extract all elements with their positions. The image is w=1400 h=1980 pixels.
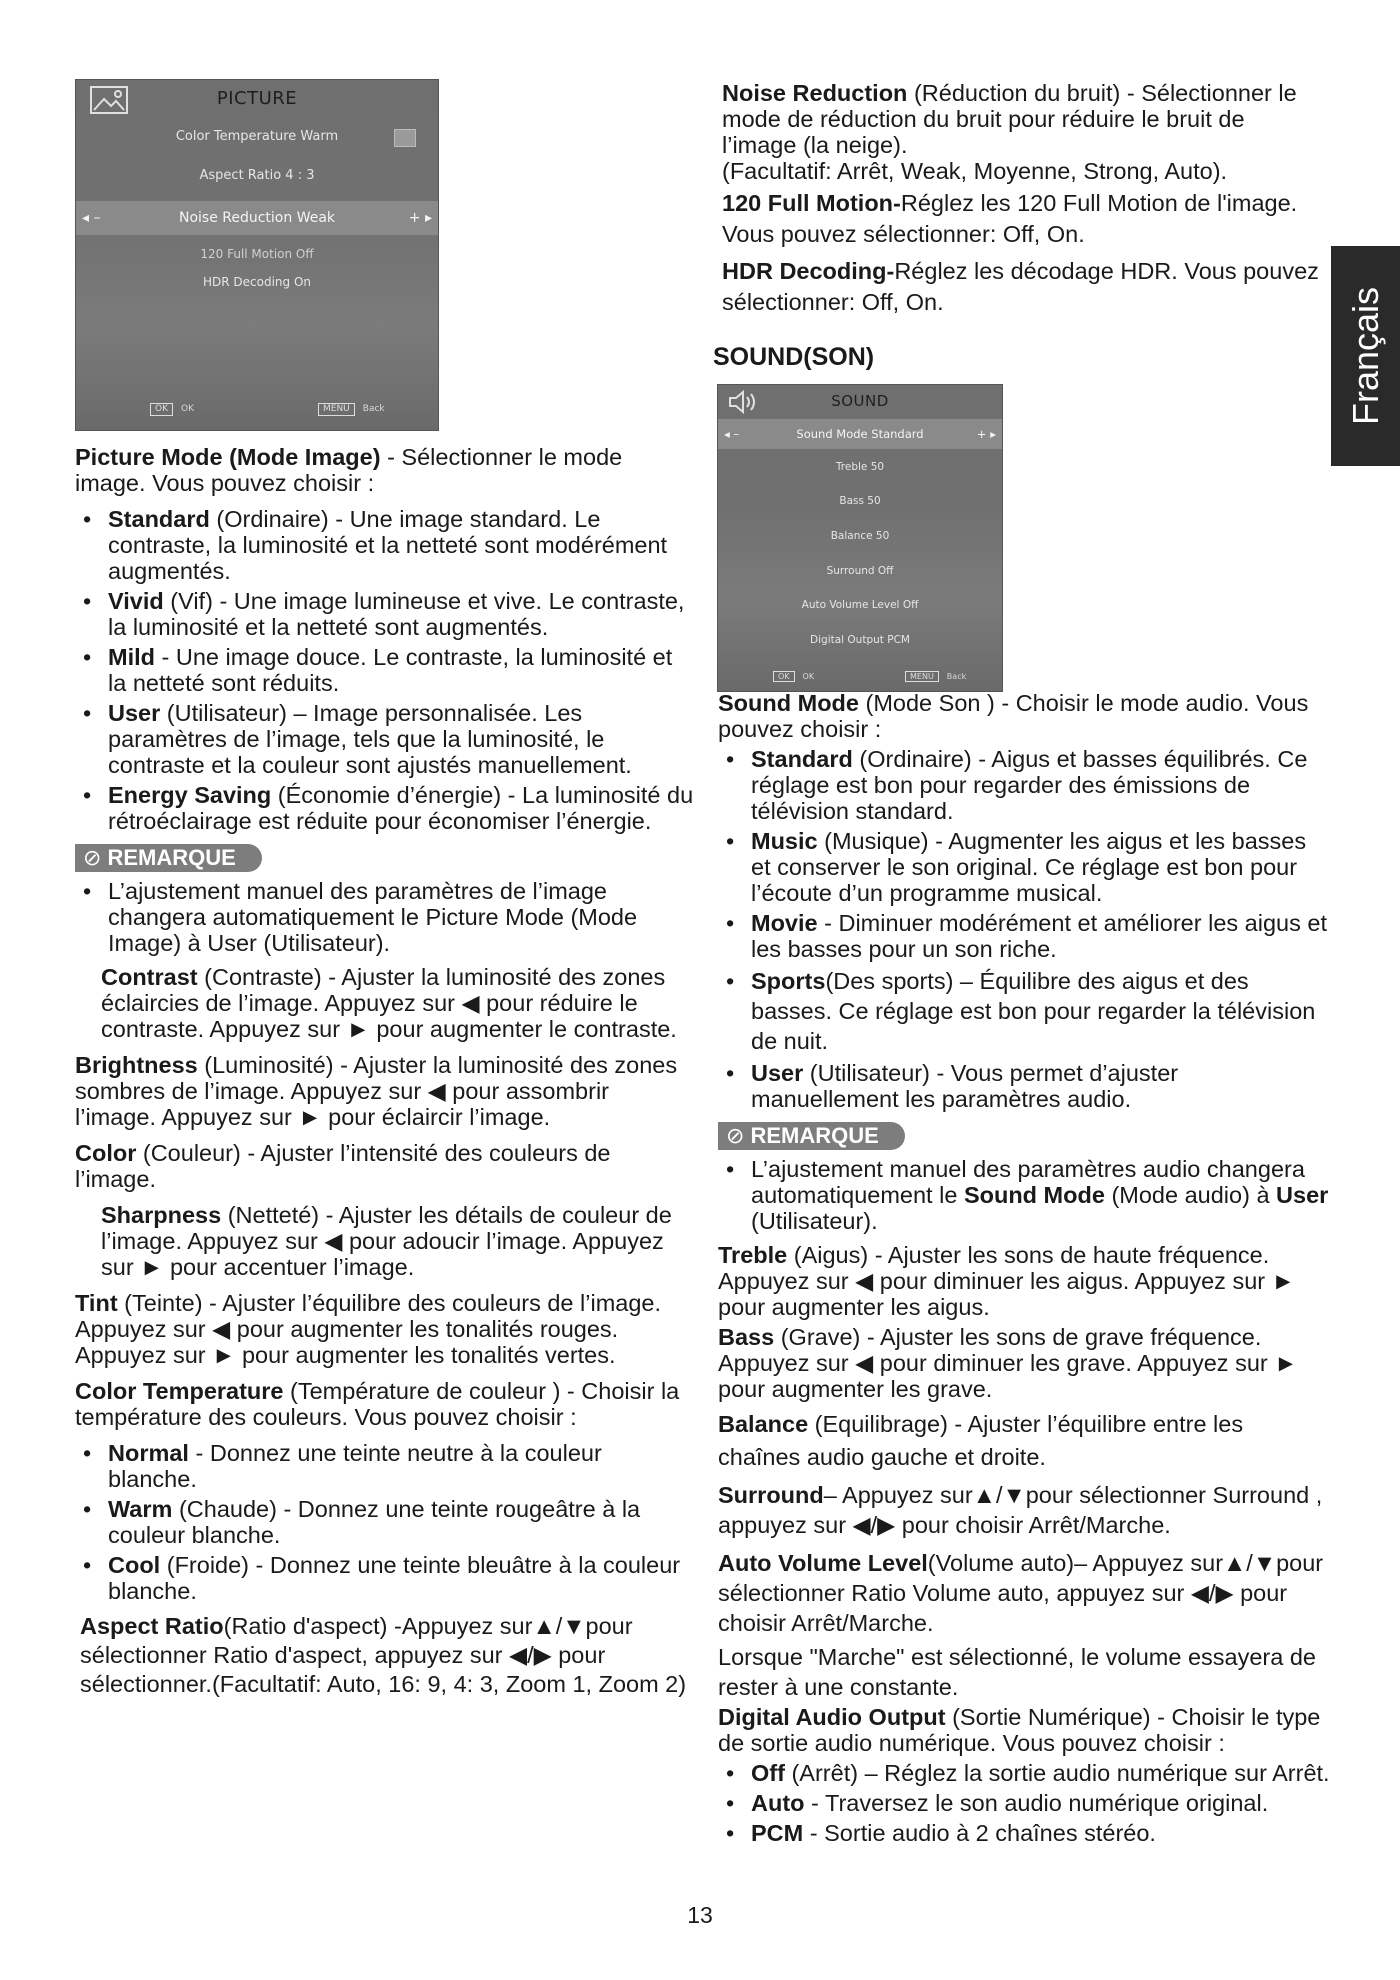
list-item bbox=[75, 1440, 695, 1492]
term: User bbox=[751, 1060, 804, 1086]
desc: (Grave) - Ajuster les sons de grave fréquence. Appuyez sur ◀ pour diminuer les grave. Appuyez sur ► pour augmenter les grave. bbox=[718, 1324, 1298, 1402]
desc: (Économie d’énergie) - La luminosité du rétroéclairage est réduite pour économiser l’énergie. bbox=[108, 782, 694, 834]
screen-footer-back bbox=[905, 671, 966, 682]
screen-footer bbox=[773, 671, 814, 682]
increase-indicator: + ▸ bbox=[976, 427, 996, 441]
term: Treble bbox=[718, 1242, 788, 1268]
auto-volume-desc bbox=[718, 1548, 1330, 1638]
desc: (Aigus) - Ajuster les sons de haute fréquence. Appuyez sur ◀ pour diminuer les aigus. Appuyez sur ► pour augmenter les aigus. bbox=[718, 1242, 1295, 1320]
term: Surround bbox=[718, 1482, 824, 1508]
contrast-desc bbox=[75, 964, 695, 1042]
hdr-desc bbox=[722, 256, 1322, 318]
term: Vivid bbox=[108, 588, 164, 614]
text: (Utilisateur). bbox=[751, 1208, 878, 1234]
term: Standard bbox=[108, 506, 210, 532]
bass-desc bbox=[718, 1324, 1330, 1402]
desc: (Chaude) - Donnez une teinte rougeâtre à la couleur blanche. bbox=[108, 1496, 641, 1548]
desc: Réglez les 120 Full Motion de l'image. Vous pouvez sélectionner: Off, On. bbox=[722, 190, 1298, 247]
term: HDR Decoding- bbox=[722, 258, 895, 284]
term: Color Temperature bbox=[75, 1378, 284, 1404]
sound-mode-desc bbox=[718, 690, 1330, 742]
desc: - Diminuer modérément et améliorer les aigus et les basses pour un son riche. bbox=[751, 910, 1327, 962]
desc: (Couleur) - Ajuster l’intensité des couleurs de l’image. bbox=[75, 1140, 611, 1192]
right-column-top bbox=[722, 80, 1322, 324]
term: Warm bbox=[108, 1496, 173, 1522]
list-item bbox=[718, 1820, 1330, 1846]
term: Balance bbox=[718, 1411, 809, 1437]
balance-desc bbox=[718, 1408, 1330, 1474]
desc: (Vif) - Une image lumineuse et vive. Le contraste, la luminosité et la netteté sont augmentés. bbox=[108, 588, 685, 640]
color-temperature-list bbox=[75, 1440, 695, 1604]
list-item bbox=[75, 782, 695, 834]
term: User bbox=[108, 700, 161, 726]
term: Brightness bbox=[75, 1052, 198, 1078]
desc: (Ordinaire) - Aigus et basses équilibrés. Ce réglage est bon pour regarder des émissions de télévision standard. bbox=[751, 746, 1308, 824]
language-tab bbox=[1331, 246, 1400, 466]
text: (Mode audio) à bbox=[1104, 1182, 1277, 1208]
back-label: Back bbox=[362, 404, 385, 414]
term: Normal bbox=[108, 1440, 189, 1466]
remarque-list bbox=[718, 1156, 1330, 1234]
list-item bbox=[718, 746, 1330, 824]
list-item bbox=[718, 1060, 1330, 1112]
tag-icon: ⊘ bbox=[83, 845, 102, 870]
tint-desc bbox=[75, 1290, 695, 1368]
remarque-label: REMARQUE bbox=[750, 1123, 879, 1148]
remarque-label: REMARQUE bbox=[107, 845, 236, 870]
desc: (Luminosité) - Ajuster la luminosité des zones sombres de l’image. Appuyez sur ◀ pour assombrir l’image. Appuyez sur ► pour éclaircir l’image. bbox=[75, 1052, 678, 1130]
surround-desc bbox=[718, 1480, 1330, 1540]
desc: - Sortie audio à 2 chaînes stéréo. bbox=[803, 1820, 1156, 1846]
list-item bbox=[718, 828, 1330, 906]
sound-heading: SOUND(SON) bbox=[713, 343, 875, 371]
menu-item: Surround Off bbox=[826, 565, 894, 577]
menu-item-selected bbox=[718, 419, 1002, 449]
options: (Facultatif: Arrêt, Weak, Moyenne, Strong, Auto). bbox=[722, 158, 1228, 184]
term: Movie bbox=[751, 910, 818, 936]
term: Sharpness bbox=[101, 1202, 222, 1228]
decrease-indicator: ◂ – bbox=[724, 427, 740, 441]
color-swatch-icon bbox=[394, 129, 416, 147]
desc: – Appuyez sur▲/▼pour sélectionner Surround , appuyez sur ◀/▶ pour choisir Arrêt/Marche. bbox=[718, 1482, 1323, 1538]
term: Auto bbox=[751, 1790, 805, 1816]
language-label: Français bbox=[1344, 286, 1386, 426]
list-item bbox=[75, 506, 695, 584]
remarque-badge bbox=[718, 1122, 905, 1150]
desc: (Sortie Numérique) - Choisir le type de sortie audio numérique. Vous pouvez choisir : bbox=[718, 1704, 1321, 1756]
term: Sound Mode bbox=[718, 690, 859, 716]
term: Noise Reduction bbox=[722, 80, 908, 106]
term: Tint bbox=[75, 1290, 118, 1316]
noise-reduction-desc bbox=[722, 80, 1322, 184]
term: Sports bbox=[751, 968, 826, 994]
picture-mode-desc bbox=[75, 444, 695, 496]
term: PCM bbox=[751, 1820, 804, 1846]
desc: (Des sports) – Équilibre des aigus et des basses. Ce réglage est bon pour regarder la télévision de nuit. bbox=[751, 968, 1316, 1054]
desc: (Contraste) - Ajuster la luminosité des zones éclaircies de l’image. Appuyez sur ◀ pour réduire le contraste. Appuyez sur ► pour augmenter le contraste. bbox=[101, 964, 677, 1042]
full-motion-desc bbox=[722, 188, 1322, 250]
sound-menu-screenshot bbox=[717, 384, 1003, 692]
term: Bass bbox=[718, 1324, 775, 1350]
desc: (Musique) - Augmenter les aigus et les basses et conserver le son original. Ce réglage est bon pour l’écoute d’un programme musical. bbox=[751, 828, 1307, 906]
aspect-ratio-desc bbox=[75, 1612, 695, 1699]
list-item bbox=[718, 966, 1330, 1056]
sound-mode-list bbox=[718, 746, 1330, 1112]
term: Aspect Ratio bbox=[80, 1613, 224, 1639]
menu-item: Color Temperature Warm bbox=[175, 129, 339, 144]
desc: - Traversez le son audio numérique original. bbox=[804, 1790, 1269, 1816]
color-desc bbox=[75, 1140, 695, 1192]
list-item bbox=[718, 1156, 1330, 1234]
right-column bbox=[718, 690, 1330, 1854]
screen-title: PICTURE bbox=[216, 88, 298, 109]
menu-key: MENU bbox=[905, 671, 939, 682]
menu-item: Auto Volume Level Off bbox=[801, 599, 919, 611]
menu-item: Bass 50 bbox=[839, 495, 881, 507]
list-item bbox=[75, 1496, 695, 1548]
selected-label: Noise Reduction Weak bbox=[178, 210, 336, 226]
screen-footer bbox=[150, 403, 194, 416]
page-number: 13 bbox=[687, 1902, 713, 1928]
desc: (Equilibrage) - Ajuster l’équilibre entre les chaînes audio gauche et droite. bbox=[718, 1411, 1244, 1470]
list-item bbox=[718, 1760, 1330, 1786]
term: Picture Mode (Mode Image) bbox=[75, 444, 381, 470]
digital-output-desc bbox=[718, 1704, 1330, 1756]
list-item bbox=[718, 910, 1330, 962]
desc: (Volume auto)– Appuyez sur▲/▼pour sélectionner Ratio Volume auto, appuyez sur ◀/▶ pour choisir Arrêt/Marche. bbox=[718, 1550, 1324, 1636]
menu-key: MENU bbox=[318, 403, 355, 416]
desc: - Donnez une teinte neutre à la couleur blanche. bbox=[108, 1440, 602, 1492]
left-column bbox=[75, 444, 695, 1709]
desc: (Utilisateur) - Vous permet d’ajuster manuellement les paramètres audio. bbox=[751, 1060, 1179, 1112]
brightness-desc bbox=[75, 1052, 695, 1130]
desc: - Sélectionner le mode image. Vous pouvez choisir : bbox=[75, 444, 623, 496]
ok-key: OK bbox=[773, 671, 795, 682]
list-item bbox=[75, 700, 695, 778]
color-temperature-desc bbox=[75, 1378, 695, 1430]
term: Energy Saving bbox=[108, 782, 272, 808]
list-item bbox=[75, 644, 695, 696]
desc: (Utilisateur) – Image personnalisée. Les paramètres de l’image, tels que la luminosité, le contraste et la couleur sont ajustés manuellement. bbox=[108, 700, 632, 778]
term: Standard bbox=[751, 746, 853, 772]
menu-item: Digital Output PCM bbox=[810, 634, 910, 646]
remarque-list bbox=[75, 878, 695, 956]
desc: (Ordinaire) - Une image standard. Le contraste, la luminosité et la netteté sont modérément augmentés. bbox=[108, 506, 668, 584]
list-item: • L’ajustement manuel des paramètres de l’image changera automatiquement le Picture Mode (Mode Image) à User (Utilisateur). bbox=[75, 878, 695, 956]
list-item bbox=[718, 1790, 1330, 1816]
increase-indicator: + ▸ bbox=[408, 210, 432, 226]
remarque-badge bbox=[75, 844, 262, 872]
desc: (Arrêt) – Réglez la sortie audio numérique sur Arrêt. bbox=[784, 1760, 1330, 1786]
ok-label: OK bbox=[181, 404, 194, 414]
sharpness-desc bbox=[75, 1202, 695, 1280]
desc: (Mode Son ) - Choisir le mode audio. Vous pouvez choisir : bbox=[718, 690, 1309, 742]
treble-desc bbox=[718, 1242, 1330, 1320]
menu-item: HDR Decoding On bbox=[202, 275, 312, 289]
tag-icon: ⊘ bbox=[726, 1123, 745, 1148]
ok-label: OK bbox=[802, 672, 815, 681]
desc: (Température de couleur ) - Choisir la température des couleurs. Vous pouvez choisir : bbox=[75, 1378, 680, 1430]
auto-volume-note: Lorsque "Marche" est sélectionné, le volume essayera de rester à une constante. bbox=[718, 1644, 1316, 1700]
picture-menu-screenshot bbox=[75, 79, 439, 431]
term: Contrast bbox=[101, 964, 198, 990]
term: Auto Volume Level bbox=[718, 1550, 928, 1576]
desc: (Froide) - Donnez une teinte bleuâtre à la couleur blanche. bbox=[108, 1552, 681, 1604]
term: Mild bbox=[108, 644, 155, 670]
desc: - Une image douce. Le contraste, la luminosité et la netteté sont réduits. bbox=[108, 644, 673, 696]
term: Digital Audio Output bbox=[718, 1704, 946, 1730]
desc: (Netteté) - Ajuster les détails de couleur de l’image. Appuyez sur ◀ pour adoucir l’image. Appuyez sur ► pour accentuer l’image. bbox=[101, 1202, 672, 1280]
back-label: Back bbox=[946, 672, 967, 681]
term: Cool bbox=[108, 1552, 161, 1578]
menu-item: 120 Full Motion Off bbox=[200, 247, 314, 261]
list-item bbox=[75, 588, 695, 640]
screen-footer-back bbox=[318, 403, 385, 416]
term: Sound Mode bbox=[963, 1182, 1105, 1208]
screen-title: SOUND bbox=[831, 392, 889, 410]
desc: (Réduction du bruit) - Sélectionner le mode de réduction du bruit pour réduire le bruit de l’image (la neige). bbox=[722, 80, 1297, 158]
term: Music bbox=[751, 828, 818, 854]
term: 120 Full Motion- bbox=[722, 190, 901, 216]
menu-item-selected bbox=[76, 201, 438, 235]
desc: (Ratio d'aspect) -Appuyez sur▲/▼pour sélectionner Ratio d'aspect, appuyez sur ◀/▶ pour sélectionner.(Facultatif: Auto, 16: 9, 4: 3, Zoom 1, Zoom 2) bbox=[80, 1613, 687, 1697]
term: Off bbox=[751, 1760, 785, 1786]
ok-key: OK bbox=[150, 403, 173, 416]
selected-label: Sound Mode Standard bbox=[796, 427, 924, 441]
term: Color bbox=[75, 1140, 137, 1166]
term: User bbox=[1276, 1182, 1329, 1208]
picture-mode-list bbox=[75, 506, 695, 834]
list-item bbox=[75, 1552, 695, 1604]
decrease-indicator: ◂ – bbox=[82, 210, 101, 226]
menu-item: Treble 50 bbox=[835, 461, 885, 473]
digital-output-list bbox=[718, 1760, 1330, 1846]
text: L’ajustement manuel des paramètres audio changera automatiquement le bbox=[751, 1156, 1305, 1208]
desc: Réglez les décodage HDR. Vous pouvez sélectionner: Off, On. bbox=[722, 258, 1319, 315]
menu-item: Aspect Ratio 4 : 3 bbox=[199, 168, 315, 183]
menu-item: Balance 50 bbox=[830, 530, 890, 542]
desc: (Teinte) - Ajuster l’équilibre des couleurs de l’image. Appuyez sur ◀ pour augmenter les tonalités rouges. Appuyez sur ► pour augmenter les tonalités vertes. bbox=[75, 1290, 662, 1368]
